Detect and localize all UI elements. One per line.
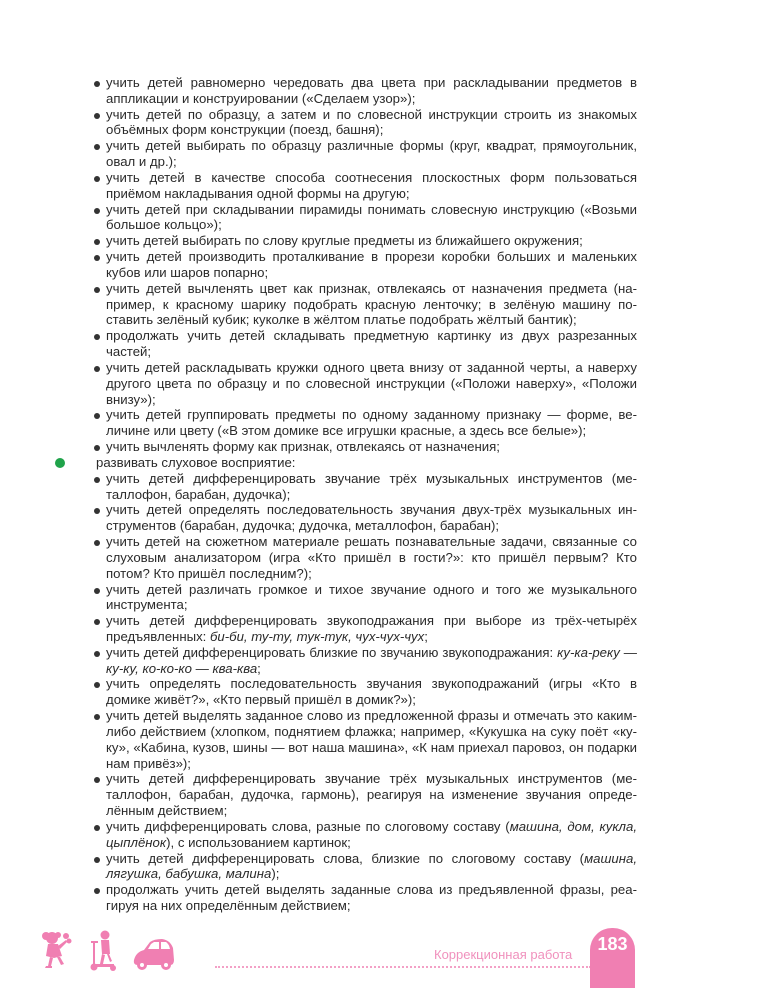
italic-example: машина, дом, кукла, цыплёнок <box>106 818 637 850</box>
list-item <box>106 645 637 677</box>
page-number: 183 <box>590 928 635 988</box>
item-text: ); <box>271 866 280 882</box>
girl-with-balloons-icon <box>40 930 74 972</box>
item-text: учить детей дифференцировать близкие по звучанию звукоподражания: <box>106 644 558 660</box>
list-item <box>106 819 637 851</box>
green-bullet-icon <box>55 458 65 468</box>
item-text: учить детей определять последовательность звучания двух-трёх музыкальных инструментов (барабан, дудочка; дудочка, металлофон, барабан); <box>106 502 637 534</box>
page-content <box>96 75 637 914</box>
group-list <box>96 454 637 471</box>
item-text: учить детей дифференцировать звукоподражания при выборе из трёх-четырёх предъявленных: <box>106 613 637 644</box>
list-item <box>106 502 637 534</box>
list-item: учить детей выбирать по слову круглые предметы из ближайшего окружения; <box>106 233 637 249</box>
list-item <box>106 708 637 771</box>
list-item <box>106 676 637 708</box>
list-item <box>106 613 637 645</box>
list-item <box>106 882 637 914</box>
item-text: учить определять последовательность звучания звукоподражаний (игры «Кто в домике живёт?», «Кто первый пришёл в домик?»); <box>106 676 637 708</box>
footer-dotted-rule <box>215 966 591 968</box>
item-text: продолжать учить детей выделять заданные слова из предъявленной фразы, реагируя на них определённым действием; <box>106 882 637 914</box>
italic-example: машина, лягушка, бабушка, малина <box>106 850 637 882</box>
list-item: учить детей равномерно чередовать два цвета при раскладывании предметов в аппликации и конструировании («Сделаем узор»); <box>106 75 637 106</box>
group-heading-item <box>96 455 637 471</box>
group-heading: развивать слуховое восприятие: <box>96 454 296 470</box>
list-item: продолжать учить детей складывать предметную картинку из двух разрезанных частей; <box>106 328 637 360</box>
item-text: ; <box>257 660 261 676</box>
child-on-scooter-icon <box>86 930 118 972</box>
hearing-skills-list <box>106 471 637 914</box>
italic-example: ку-ка-реку — ку-ку, ко-ко-ко — ква-ква <box>106 644 637 676</box>
list-item <box>106 534 637 581</box>
list-item: учить детей по образцу, а затем и по словесной инструкции строить из знакомых объёмных форм конструкции (поезд, башня); <box>106 106 637 138</box>
item-text: учить детей дифференцировать звучание трёх музыкальных инструментов (металлофон, барабан, дудочка, гармонь), реагируя на изменение звучания определённым действием; <box>106 771 637 819</box>
item-text: учить детей различать громкое и тихое звучание одного и того же музыкального инструмента; <box>106 581 637 613</box>
item-text: учить детей дифференцировать слова, близкие по слоговому составу ( <box>106 850 585 866</box>
list-item: учить детей выбирать по образцу различные формы (круг, квадрат, прямоугольник, овал и др.); <box>106 138 637 170</box>
skills-list <box>106 75 637 455</box>
section-title: Коррекционная работа <box>434 947 573 962</box>
item-text: учить дифференцировать слова, разные по слоговому составу ( <box>106 818 510 834</box>
item-text: ), с использованием картинок; <box>166 834 351 850</box>
list-item <box>106 851 637 883</box>
item-text: ; <box>424 628 428 644</box>
list-item: учить детей вычленять цвет как признак, отвлекаясь от назначения предмета (например, к красному шарику подобрать красную ленточку; в зелёную машину поставить зелёный кубик; куколке в жёлтом платье подобрать жёлтый бантик); <box>106 280 637 328</box>
list-item: учить детей производить проталкивание в прорези коробки больших и маленьких кубов или шаров попарно; <box>106 249 637 280</box>
item-text: учить детей на сюжетном материале решать познавательные задачи, связанные со слуховым анализатором (игра «Кто пришёл в гости?»: кто пришёл первым? Кто потом? Кто пришёл последним?); <box>106 534 637 581</box>
list-item <box>106 582 637 614</box>
list-item: учить вычленять форму как признак, отвлекаясь от назначения; <box>106 439 637 455</box>
list-item: учить детей группировать предметы по одному заданному признаку — форме, величине или цвету («В этом домике все игрушки красные, а здесь все белые»); <box>106 407 637 439</box>
list-item: учить детей в качестве способа соотнесения плоскостных форм пользоваться приёмом накладывания одной формы на другую; <box>106 169 637 201</box>
list-item <box>106 771 637 818</box>
list-item: учить детей при складывании пирамиды понимать словесную инструкцию («Возьми большое кольцо»); <box>106 201 637 233</box>
list-item: учить детей раскладывать кружки одного цвета внизу от заданной черты, а наверху другого цвета по образцу и по словесной инструкции («Положи наверху», «Положи внизу»); <box>106 359 637 407</box>
item-text: учить детей выделять заданное слово из предложенной фразы и отмечать это каким-либо действием (хлопком, поднятием флажка; например, «Кукушка на суку поёт «ку-ку», «Кабина, кузов, шины — вот наша машина», «К нам приехал паровоз, он подарки нам привёз»); <box>106 708 637 771</box>
item-text: учить детей дифференцировать звучание трёх музыкальных инструментов (металлофон, барабан, дудочка); <box>106 470 637 502</box>
italic-example: би-би, ту-ту, тук-тук, чух-чух-чух <box>210 628 425 644</box>
footer-illustrations <box>40 930 176 972</box>
car-icon <box>130 938 176 972</box>
list-item <box>106 471 637 503</box>
